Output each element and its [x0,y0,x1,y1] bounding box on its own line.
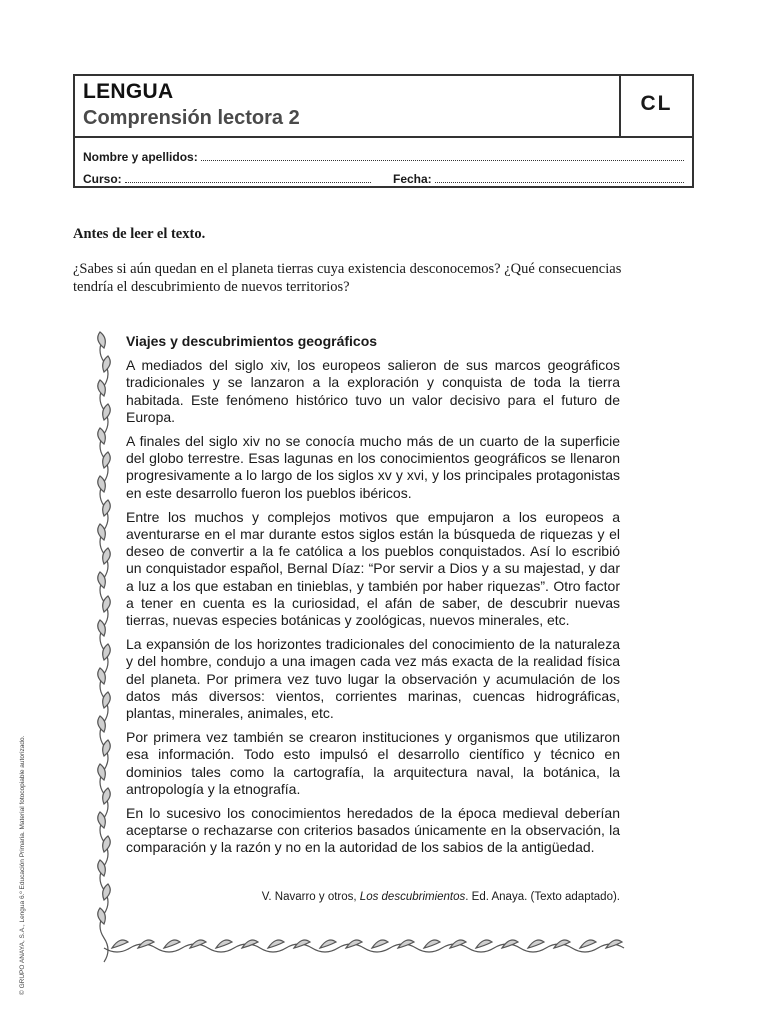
header-title-row [75,76,692,138]
vine-leaf-icon [138,940,154,948]
vine-leaf-icon [103,788,111,804]
vine-leaf-icon [98,908,106,924]
name-dotted-line[interactable] [201,149,684,161]
vine-leaf-icon [98,812,106,828]
vine-leaf-icon [98,620,106,636]
vine-leaf-icon [398,940,414,948]
vine-leaf-icon [98,380,106,396]
vine-leaf-icon [103,356,111,372]
vine-leaf-icon [98,764,106,780]
subject-label: LENGUA [83,80,174,103]
reading-paragraph: Por primera vez también se crearon instituciones y organismos que utilizaron esa información. Todo esto impulsó el desarrollo científico y técnico en dominios tales como la cartografía, la arquitectura naval, la botánica, la antropología y la etnografía. [126,729,620,797]
vine-leaf-icon [98,668,106,684]
vine-leaf-icon [502,940,518,948]
course-label: Curso: [83,172,122,186]
vine-leaf-icon [98,332,106,348]
vine-leaf-icon [98,860,106,876]
before-reading-question: ¿Sabes si aún quedan en el planeta tierras cuya existencia desconocemos? ¿Qué consecuencias tendría el descubrimiento de nuevos territorios? [73,261,622,295]
reading-paragraph: A finales del siglo xiv no se conocía mucho más de un cuarto de la superficie del globo terrestre. Esas lagunas en los conocimientos geográficos se llenaron progresivamente a lo largo de los siglos xv y xvi, y los principales protagonistas en este desarrollo fueron los pueblos ibéricos. [126,433,620,501]
citation-book-title: Los descubrimientos [359,891,466,903]
vine-leaf-icon [98,428,106,444]
vine-leaf-icon [98,716,106,732]
vine-leaf-icon [103,548,111,564]
course-dotted-line[interactable] [125,171,371,183]
before-reading-heading: Antes de leer el texto. [73,226,206,242]
name-label: Nombre y apellidos: [83,150,198,164]
vine-leaf-icon [103,452,111,468]
vine-leaf-icon [98,572,106,588]
vine-leaf-icon [268,940,284,948]
vine-leaf-icon [580,940,596,948]
vine-leaf-icon [242,940,258,948]
name-field[interactable] [83,149,684,165]
vine-leaf-icon [216,940,232,948]
citation-author: V. Navarro y otros, [261,891,360,903]
reading-paragraph: Entre los muchos y complejos motivos que empujaron a los europeos a aventurarse en el mar durante estos siglos están la búsqueda de riquezas y el deseo de convertir a la fe católica a los pueblos conquistados. Así lo escribió un conquistador español, Bernal Díaz: “Por servir a Dios y a su majestad, y dar a luz a los que estaban en tinieblas, y también por haber riquezas”. Otro factor a tener en cuenta es la curiosidad, el afán de saber, de descubrir nuevas tierras, nuevas especies botánicas y zoológicas, nuevos minerales, etc. [126,508,620,629]
vine-leaf-icon [320,940,336,948]
vine-leaf-icon [103,740,111,756]
reading-title: Viajes y descubrimientos geográficos [126,333,378,349]
vine-leaf-icon [103,692,111,708]
course-field[interactable] [83,171,371,187]
vine-leaf-icon [103,644,111,660]
date-dotted-line[interactable] [435,171,684,183]
reading-paragraph: A mediados del siglo xiv, los europeos salieron de sus marcos geográficos tradicionales y se lanzaron a la exploración y conquista de toda la tierra habitada. Este fenómeno histórico tuvo un valor decisivo para el futuro de Europa. [126,357,620,425]
source-citation [126,891,620,903]
vine-leaf-icon [372,940,388,948]
vine-leaf-icon [103,500,111,516]
vine-leaf-icon [450,940,466,948]
vine-leaf-icon [294,940,310,948]
copyright-credit: © GRUPO ANAYA, S.A., Lengua 6.º Educación Primaria. Material fotocopiable autorizado. [19,735,26,995]
vine-leaf-icon [103,836,111,852]
vine-leaf-icon [528,940,544,948]
worksheet-header [73,74,694,188]
vine-leaf-icon [103,404,111,420]
vine-leaf-icon [103,884,111,900]
worksheet-code: CL [619,76,692,136]
vine-leaf-icon [606,940,622,948]
vine-leaf-icon [424,940,440,948]
vine-leaf-icon [103,596,111,612]
vine-leaf-icon [112,940,128,948]
vine-leaf-icon [98,524,106,540]
citation-publisher: . Ed. Anaya. (Texto adaptado). [465,891,620,903]
date-label: Fecha: [393,172,432,186]
reading-text [126,333,620,864]
vine-leaf-icon [98,476,106,492]
vine-leaf-icon [346,940,362,948]
reading-paragraph: En lo sucesivo los conocimientos heredados de la época medieval deberían aceptarse o rechazarse con criterios basados únicamente en la observación, la comparación y la razón y no en la autoridad de los sabios de la antigüedad. [126,805,620,856]
vine-leaf-icon [164,940,180,948]
date-field[interactable] [393,171,684,187]
vine-leaf-icon [190,940,206,948]
worksheet-title: Comprensión lectora 2 [83,107,300,129]
vine-leaf-icon [476,940,492,948]
reading-paragraph: La expansión de los horizontes tradicionales del conocimiento de la naturaleza y del hombre, condujo a una imagen cada vez más exacta de la realidad física del planeta. Por primera vez tuvo lugar la observación y acumulación de los datos más diversos: vientos, corrientes marinas, cuencas hidrográficas, plantas, minerales, animales, etc. [126,636,620,722]
vine-leaf-icon [554,940,570,948]
